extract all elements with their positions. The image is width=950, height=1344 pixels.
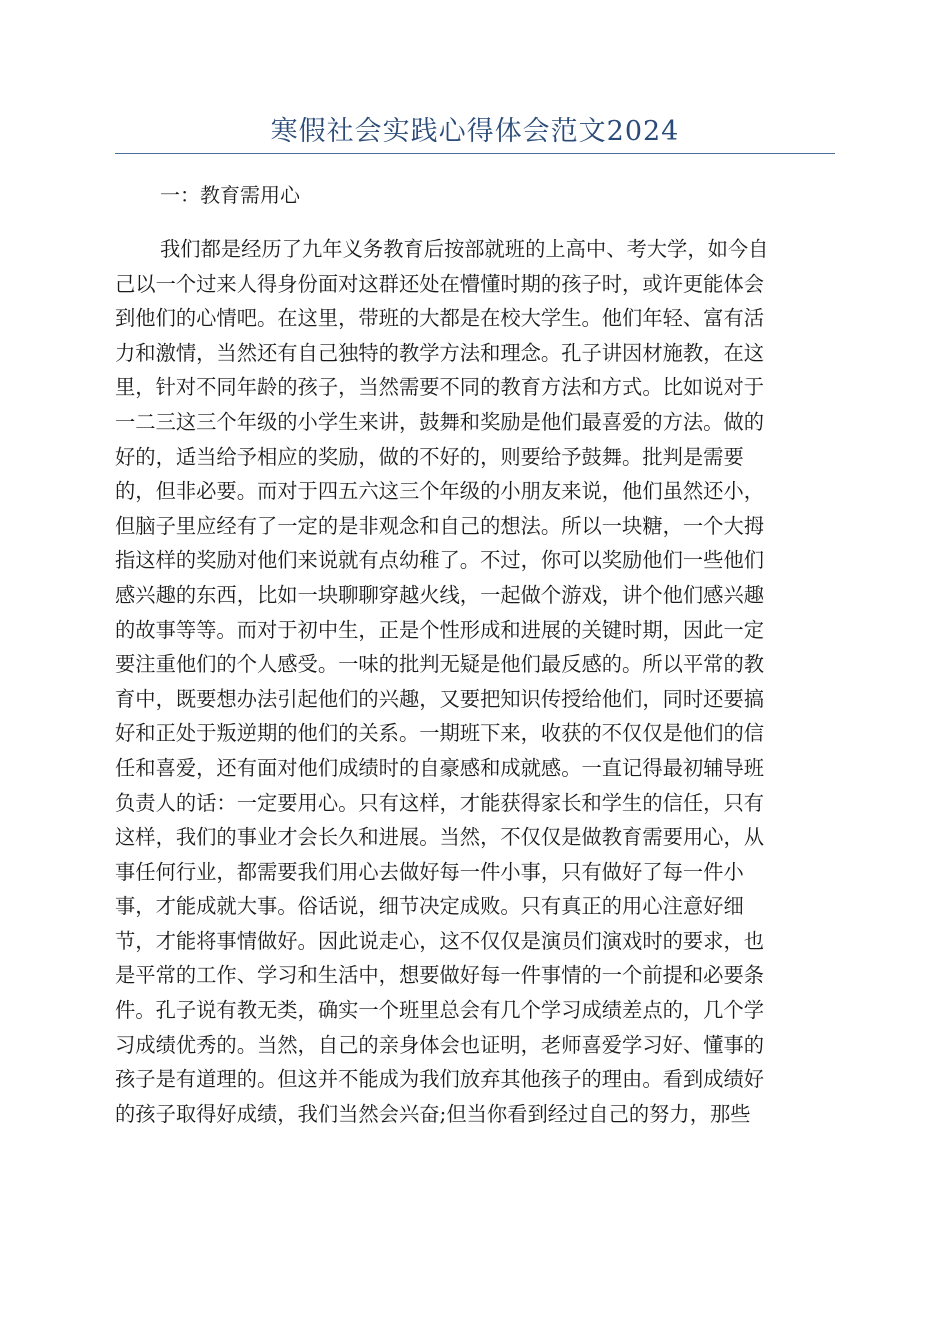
body-line: 但脑子里应经有了一定的是非观念和自己的想法。所以一块糖，一个大拇 <box>115 513 765 538</box>
body-line: 一二三这三个年级的小学生来讲，鼓舞和奖励是他们最喜爱的方法。做的 <box>115 409 765 434</box>
title-underline <box>115 153 835 154</box>
body-line: 好的，适当给予相应的奖励，做的不好的，则要给予鼓舞。批判是需要 <box>115 444 744 469</box>
body-line: 力和激情，当然还有自己独特的教学方法和理念。孔子讲因材施教，在这 <box>115 340 765 365</box>
body-line: 好和正处于叛逆期的他们的关系。一期班下来，收获的不仅仅是他们的信 <box>115 721 765 746</box>
body-line: 这样，我们的事业才会长久和进展。当然，不仅仅是做教育需要用心，从 <box>115 825 765 850</box>
body-line: 事，才能成就大事。俗话说，细节决定成败。只有真正的用心注意好细 <box>115 894 744 919</box>
body-line: 我们都是经历了九年义务教育后按部就班的上高中、考大学，如今自 <box>160 237 769 261</box>
section-heading: 一：教育需用心 <box>160 183 300 207</box>
body-line: 习成绩优秀的。当然，自己的亲身体会也证明，老师喜爱学习好、懂事的 <box>115 1032 765 1057</box>
body-line: 里，针对不同年龄的孩子，当然需要不同的教育方法和方式。比如说对于 <box>115 375 765 400</box>
body-line: 指这样的奖励对他们来说就有点幼稚了。不过，你可以奖励他们一些他们 <box>115 548 765 573</box>
body-line: 感兴趣的东西，比如一块聊聊穿越火线，一起做个游戏，讲个他们感兴趣 <box>115 582 765 607</box>
document-title: 寒假社会实践心得体会范文2024 <box>270 116 680 147</box>
body-paragraph <box>115 232 835 1131</box>
body-line: 己以一个过来人得身份面对这群还处在懵懂时期的孩子时，或许更能体会 <box>115 271 765 296</box>
body-line: 要注重他们的个人感受。一味的批判无疑是他们最反感的。所以平常的教 <box>115 652 765 677</box>
body-line: 的，但非必要。而对于四五六这三个年级的小朋友来说，他们虽然还小， <box>115 479 765 504</box>
body-line: 节，才能将事情做好。因此说走心，这不仅仅是演员们演戏时的要求，也 <box>115 928 765 953</box>
body-line: 负责人的话：一定要用心。只有这样，才能获得家长和学生的信任，只有 <box>115 790 765 815</box>
body-line: 的孩子取得好成绩，我们当然会兴奋;但当你看到经过自己的努力，那些 <box>115 1101 751 1126</box>
body-line: 孩子是有道理的。但这并不能成为我们放弃其他孩子的理由。看到成绩好 <box>115 1067 765 1092</box>
body-line: 是平常的工作、学习和生活中，想要做好每一件事情的一个前提和必要条 <box>115 963 765 988</box>
body-line: 到他们的心情吧。在这里，带班的大都是在校大学生。他们年轻、富有活 <box>115 306 765 331</box>
body-line: 事任何行业，都需要我们用心去做好每一件小事，只有做好了每一件小 <box>115 859 744 884</box>
body-line: 件。孔子说有教无类，确实一个班里总会有几个学习成绩差点的，几个学 <box>115 998 765 1023</box>
body-line: 育中，既要想办法引起他们的兴趣，又要把知识传授给他们，同时还要搞 <box>115 686 765 711</box>
body-line: 的故事等等。而对于初中生，正是个性形成和进展的关键时期，因此一定 <box>115 617 765 642</box>
body-line: 任和喜爱，还有面对他们成绩时的自豪感和成就感。一直记得最初辅导班 <box>115 755 765 780</box>
